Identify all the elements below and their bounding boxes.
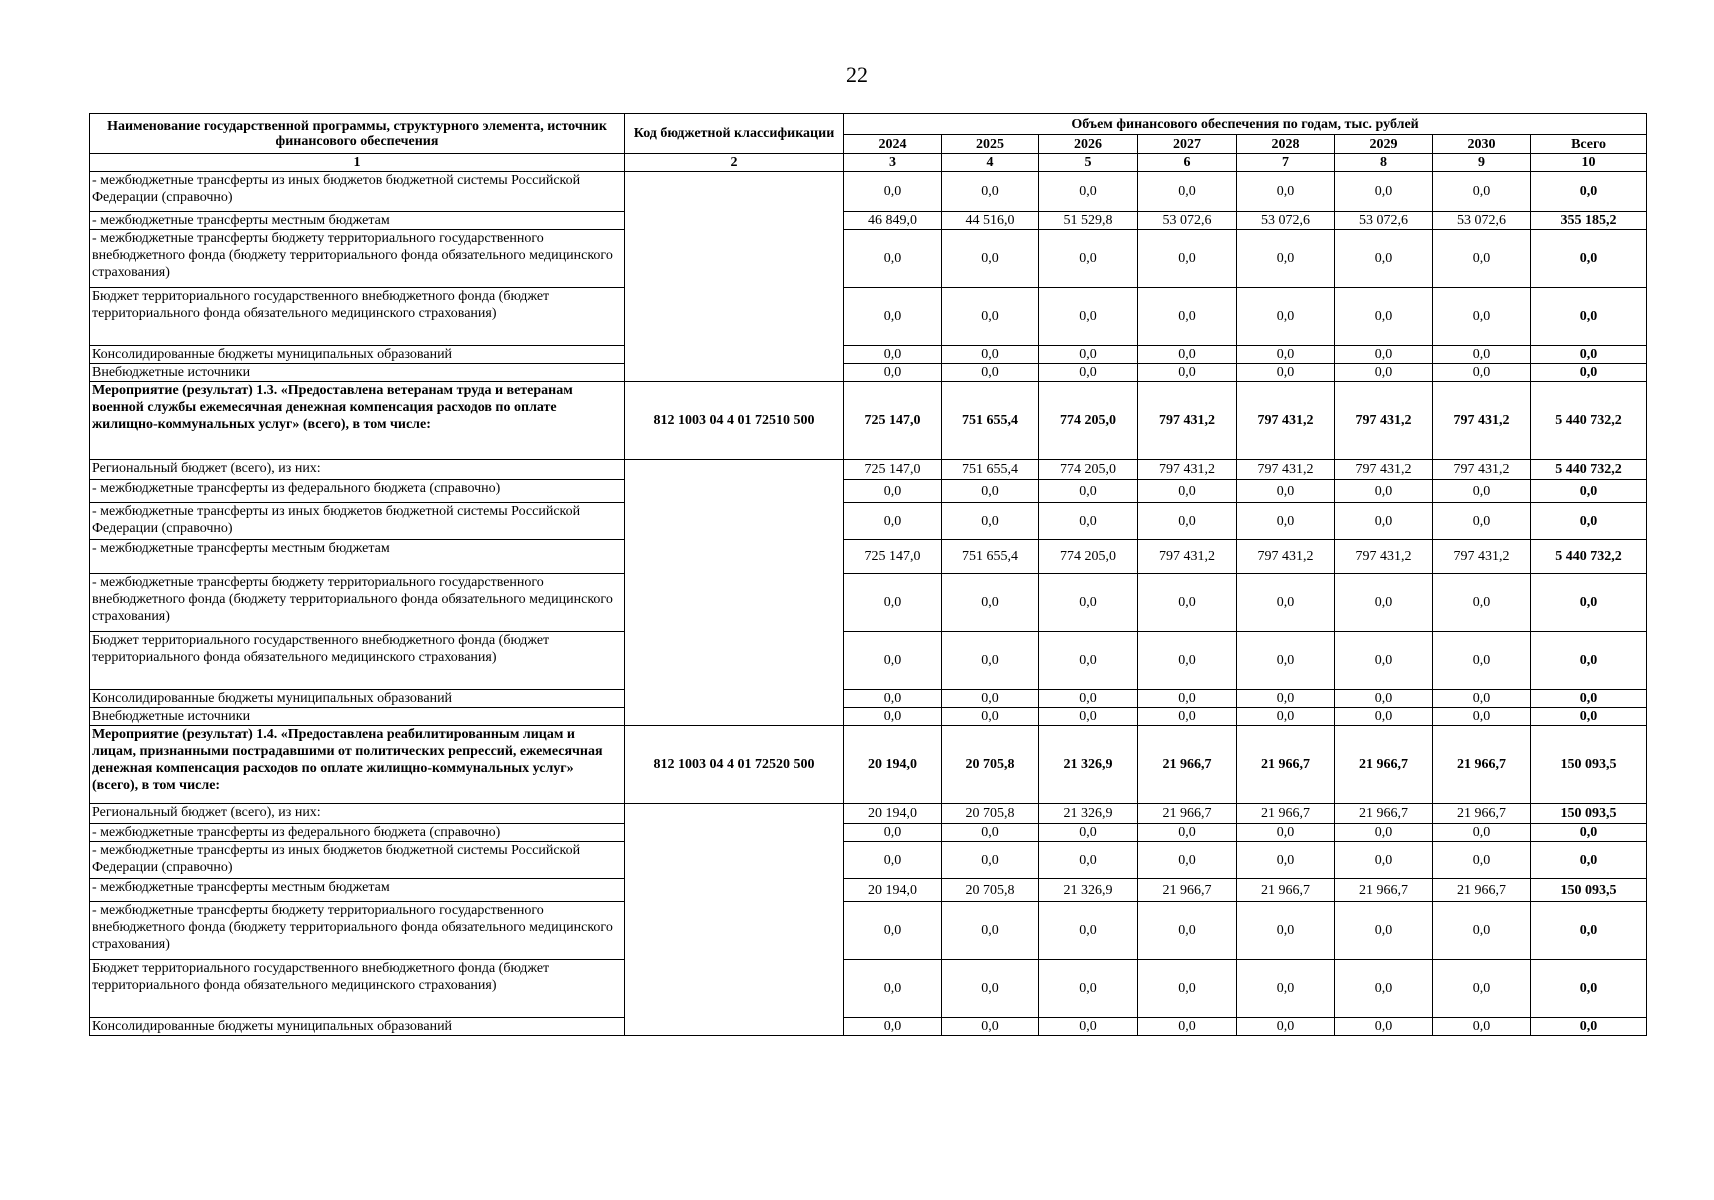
year-value: 0,0 bbox=[1039, 346, 1138, 364]
year-value: 20 705,8 bbox=[942, 726, 1039, 804]
year-value: 0,0 bbox=[1138, 824, 1237, 842]
year-value: 0,0 bbox=[844, 288, 942, 346]
year-value: 797 431,2 bbox=[1138, 460, 1237, 480]
budget-code-empty bbox=[625, 172, 844, 382]
column-number: 1 bbox=[90, 154, 625, 172]
year-value: 0,0 bbox=[1335, 574, 1433, 632]
year-value: 0,0 bbox=[1335, 902, 1433, 960]
year-value: 0,0 bbox=[942, 574, 1039, 632]
total-value: 0,0 bbox=[1531, 503, 1647, 540]
year-value: 751 655,4 bbox=[942, 382, 1039, 460]
year-value: 0,0 bbox=[1138, 346, 1237, 364]
row-name: Консолидированные бюджеты муниципальных образований bbox=[90, 690, 625, 708]
year-value: 797 431,2 bbox=[1335, 540, 1433, 574]
year-value: 0,0 bbox=[1335, 172, 1433, 212]
column-number: 3 bbox=[844, 154, 942, 172]
page-number: 22 bbox=[846, 62, 868, 87]
row-name: - межбюджетные трансферты бюджету территориального государственного внебюджетного фонда (бюджету территориального фонда обязательного медицинского страхования) bbox=[90, 902, 625, 960]
year-value: 0,0 bbox=[844, 842, 942, 879]
total-value: 0,0 bbox=[1531, 364, 1647, 382]
year-value: 0,0 bbox=[1433, 364, 1531, 382]
budget-code-empty bbox=[625, 804, 844, 1036]
column-number: 5 bbox=[1039, 154, 1138, 172]
row-name: Внебюджетные источники bbox=[90, 364, 625, 382]
column-number: 7 bbox=[1237, 154, 1335, 172]
year-value: 0,0 bbox=[1039, 824, 1138, 842]
year-value: 0,0 bbox=[1138, 708, 1237, 726]
year-value: 0,0 bbox=[1335, 230, 1433, 288]
year-value: 0,0 bbox=[1237, 824, 1335, 842]
year-value: 0,0 bbox=[1237, 172, 1335, 212]
year-value: 0,0 bbox=[844, 902, 942, 960]
year-value: 0,0 bbox=[1335, 346, 1433, 364]
year-value: 0,0 bbox=[1237, 346, 1335, 364]
total-value: 0,0 bbox=[1531, 288, 1647, 346]
total-value: 0,0 bbox=[1531, 346, 1647, 364]
table-row bbox=[90, 574, 1647, 632]
year-value: 0,0 bbox=[1039, 230, 1138, 288]
total-value: 0,0 bbox=[1531, 230, 1647, 288]
year-value: 21 966,7 bbox=[1237, 804, 1335, 824]
year-value: 0,0 bbox=[844, 1018, 942, 1036]
row-name: Консолидированные бюджеты муниципальных образований bbox=[90, 1018, 625, 1036]
year-value: 21 966,7 bbox=[1335, 804, 1433, 824]
year-value: 797 431,2 bbox=[1237, 460, 1335, 480]
table-row bbox=[90, 842, 1647, 879]
year-value: 0,0 bbox=[844, 503, 942, 540]
header-year: 2028 bbox=[1237, 135, 1335, 154]
year-value: 797 431,2 bbox=[1433, 382, 1531, 460]
year-value: 0,0 bbox=[844, 824, 942, 842]
year-value: 0,0 bbox=[844, 708, 942, 726]
year-value: 0,0 bbox=[1433, 960, 1531, 1018]
year-value: 0,0 bbox=[844, 690, 942, 708]
year-value: 0,0 bbox=[942, 1018, 1039, 1036]
year-value: 725 147,0 bbox=[844, 460, 942, 480]
year-value: 53 072,6 bbox=[1138, 212, 1237, 230]
year-value: 0,0 bbox=[1335, 288, 1433, 346]
year-value: 0,0 bbox=[942, 824, 1039, 842]
year-value: 53 072,6 bbox=[1237, 212, 1335, 230]
year-value: 0,0 bbox=[1433, 902, 1531, 960]
year-value: 0,0 bbox=[1138, 690, 1237, 708]
year-value: 0,0 bbox=[1433, 503, 1531, 540]
year-value: 0,0 bbox=[1433, 824, 1531, 842]
table-row bbox=[90, 364, 1647, 382]
year-value: 0,0 bbox=[1237, 503, 1335, 540]
table-row bbox=[90, 382, 1647, 460]
header-name: Наименование государственной программы, структурного элемента, источник финансового обеспечения bbox=[90, 114, 625, 154]
header-volume: Объем финансового обеспечения по годам, тыс. рублей bbox=[844, 114, 1647, 135]
total-value: 150 093,5 bbox=[1531, 879, 1647, 902]
year-value: 0,0 bbox=[1433, 574, 1531, 632]
year-value: 0,0 bbox=[844, 364, 942, 382]
year-value: 0,0 bbox=[1039, 632, 1138, 690]
year-value: 21 966,7 bbox=[1138, 726, 1237, 804]
year-value: 0,0 bbox=[1335, 824, 1433, 842]
total-value: 0,0 bbox=[1531, 632, 1647, 690]
row-name: - межбюджетные трансферты из иных бюджетов бюджетной системы Российской Федерации (справочно) bbox=[90, 172, 625, 212]
year-value: 0,0 bbox=[1237, 842, 1335, 879]
year-value: 797 431,2 bbox=[1335, 382, 1433, 460]
table-body bbox=[90, 172, 1647, 1036]
year-value: 0,0 bbox=[1138, 288, 1237, 346]
year-value: 21 966,7 bbox=[1433, 879, 1531, 902]
year-value: 0,0 bbox=[1039, 288, 1138, 346]
table-row bbox=[90, 708, 1647, 726]
total-value: 0,0 bbox=[1531, 902, 1647, 960]
year-value: 0,0 bbox=[1138, 632, 1237, 690]
year-value: 0,0 bbox=[1138, 503, 1237, 540]
year-value: 797 431,2 bbox=[1433, 460, 1531, 480]
year-value: 21 966,7 bbox=[1335, 879, 1433, 902]
year-value: 0,0 bbox=[1138, 230, 1237, 288]
year-value: 0,0 bbox=[844, 632, 942, 690]
year-value: 21 966,7 bbox=[1433, 804, 1531, 824]
year-value: 0,0 bbox=[1433, 346, 1531, 364]
year-value: 0,0 bbox=[1138, 480, 1237, 503]
year-value: 0,0 bbox=[1138, 1018, 1237, 1036]
year-value: 20 194,0 bbox=[844, 804, 942, 824]
year-value: 0,0 bbox=[1138, 842, 1237, 879]
year-value: 0,0 bbox=[1237, 480, 1335, 503]
year-value: 0,0 bbox=[1237, 902, 1335, 960]
year-value: 0,0 bbox=[1237, 288, 1335, 346]
table-row bbox=[90, 879, 1647, 902]
table-row bbox=[90, 960, 1647, 1018]
year-value: 21 966,7 bbox=[1433, 726, 1531, 804]
year-value: 0,0 bbox=[1433, 172, 1531, 212]
year-value: 0,0 bbox=[1433, 480, 1531, 503]
column-number: 6 bbox=[1138, 154, 1237, 172]
year-value: 0,0 bbox=[1039, 574, 1138, 632]
year-value: 0,0 bbox=[1433, 1018, 1531, 1036]
column-number: 2 bbox=[625, 154, 844, 172]
header-year: 2030 bbox=[1433, 135, 1531, 154]
table-row bbox=[90, 804, 1647, 824]
total-value: 0,0 bbox=[1531, 172, 1647, 212]
year-value: 0,0 bbox=[942, 288, 1039, 346]
row-name: Консолидированные бюджеты муниципальных образований bbox=[90, 346, 625, 364]
year-value: 0,0 bbox=[1039, 364, 1138, 382]
year-value: 53 072,6 bbox=[1433, 212, 1531, 230]
table-row bbox=[90, 460, 1647, 480]
year-value: 51 529,8 bbox=[1039, 212, 1138, 230]
year-value: 0,0 bbox=[942, 690, 1039, 708]
year-value: 751 655,4 bbox=[942, 460, 1039, 480]
table-row bbox=[90, 288, 1647, 346]
year-value: 0,0 bbox=[942, 842, 1039, 879]
row-name: Мероприятие (результат) 1.3. «Предоставлена ветеранам труда и ветеранам военной службы ежемесячная денежная компенсация расходов по оплате жилищно-коммунальных услуг» (всего), в том числе: bbox=[90, 382, 625, 460]
year-value: 21 966,7 bbox=[1335, 726, 1433, 804]
total-value: 5 440 732,2 bbox=[1531, 460, 1647, 480]
year-value: 797 431,2 bbox=[1433, 540, 1531, 574]
year-value: 774 205,0 bbox=[1039, 460, 1138, 480]
year-value: 0,0 bbox=[844, 574, 942, 632]
row-name: - межбюджетные трансферты из иных бюджетов бюджетной системы Российской Федерации (справочно) bbox=[90, 503, 625, 540]
year-value: 0,0 bbox=[1039, 708, 1138, 726]
year-value: 0,0 bbox=[942, 480, 1039, 503]
year-value: 0,0 bbox=[1335, 632, 1433, 690]
year-value: 0,0 bbox=[1039, 503, 1138, 540]
year-value: 0,0 bbox=[844, 480, 942, 503]
total-value: 0,0 bbox=[1531, 960, 1647, 1018]
total-value: 5 440 732,2 bbox=[1531, 382, 1647, 460]
total-value: 0,0 bbox=[1531, 708, 1647, 726]
year-value: 0,0 bbox=[1335, 690, 1433, 708]
table-row bbox=[90, 540, 1647, 574]
budget-table bbox=[89, 113, 1647, 1036]
year-value: 725 147,0 bbox=[844, 382, 942, 460]
year-value: 0,0 bbox=[1138, 960, 1237, 1018]
year-value: 0,0 bbox=[1237, 230, 1335, 288]
row-name: - межбюджетные трансферты местным бюджетам bbox=[90, 212, 625, 230]
year-value: 0,0 bbox=[942, 632, 1039, 690]
year-value: 797 431,2 bbox=[1237, 540, 1335, 574]
total-value: 0,0 bbox=[1531, 574, 1647, 632]
year-value: 0,0 bbox=[1433, 632, 1531, 690]
year-value: 0,0 bbox=[844, 230, 942, 288]
column-number: 9 bbox=[1433, 154, 1531, 172]
year-value: 46 849,0 bbox=[844, 212, 942, 230]
row-name: - межбюджетные трансферты из федерального бюджета (справочно) bbox=[90, 824, 625, 842]
table-row bbox=[90, 346, 1647, 364]
year-value: 0,0 bbox=[844, 172, 942, 212]
year-value: 797 431,2 bbox=[1138, 382, 1237, 460]
total-value: 0,0 bbox=[1531, 480, 1647, 503]
header-year: 2025 bbox=[942, 135, 1039, 154]
year-value: 797 431,2 bbox=[1335, 460, 1433, 480]
year-value: 797 431,2 bbox=[1138, 540, 1237, 574]
year-value: 725 147,0 bbox=[844, 540, 942, 574]
year-value: 20 705,8 bbox=[942, 804, 1039, 824]
header-year: 2026 bbox=[1039, 135, 1138, 154]
year-value: 0,0 bbox=[844, 960, 942, 1018]
row-name: Бюджет территориального государственного внебюджетного фонда (бюджет территориального фонда обязательного медицинского страхования) bbox=[90, 960, 625, 1018]
year-value: 0,0 bbox=[1039, 902, 1138, 960]
row-name: Мероприятие (результат) 1.4. «Предоставлена реабилитированным лицам и лицам, признанными пострадавшими от политических репрессий, ежемесячная денежная компенсация расходов по оплате жилищно-коммунальных услуг» (всего), в том числе: bbox=[90, 726, 625, 804]
year-value: 0,0 bbox=[1237, 708, 1335, 726]
row-name: Бюджет территориального государственного внебюджетного фонда (бюджет территориального фонда обязательного медицинского страхования) bbox=[90, 288, 625, 346]
year-value: 0,0 bbox=[942, 503, 1039, 540]
year-value: 0,0 bbox=[942, 902, 1039, 960]
table-row bbox=[90, 632, 1647, 690]
year-value: 0,0 bbox=[1237, 1018, 1335, 1036]
year-value: 21 966,7 bbox=[1237, 879, 1335, 902]
year-value: 0,0 bbox=[1433, 230, 1531, 288]
year-value: 0,0 bbox=[1433, 690, 1531, 708]
row-name: Внебюджетные источники bbox=[90, 708, 625, 726]
year-value: 20 194,0 bbox=[844, 879, 942, 902]
year-value: 0,0 bbox=[942, 708, 1039, 726]
row-name: - межбюджетные трансферты местным бюджетам bbox=[90, 540, 625, 574]
year-value: 0,0 bbox=[1335, 480, 1433, 503]
total-value: 355 185,2 bbox=[1531, 212, 1647, 230]
row-name: - межбюджетные трансферты из иных бюджетов бюджетной системы Российской Федерации (справочно) bbox=[90, 842, 625, 879]
total-value: 0,0 bbox=[1531, 824, 1647, 842]
year-value: 0,0 bbox=[1138, 902, 1237, 960]
column-number: 8 bbox=[1335, 154, 1433, 172]
year-value: 0,0 bbox=[1039, 1018, 1138, 1036]
year-value: 44 516,0 bbox=[942, 212, 1039, 230]
year-value: 0,0 bbox=[1039, 690, 1138, 708]
header-code: Код бюджетной классификации bbox=[625, 114, 844, 154]
row-name: - межбюджетные трансферты бюджету территориального государственного внебюджетного фонда (бюджету территориального фонда обязательного медицинского страхования) bbox=[90, 574, 625, 632]
year-value: 20 194,0 bbox=[844, 726, 942, 804]
header-year: 2029 bbox=[1335, 135, 1433, 154]
total-value: 150 093,5 bbox=[1531, 804, 1647, 824]
total-value: 150 093,5 bbox=[1531, 726, 1647, 804]
table-row bbox=[90, 212, 1647, 230]
year-value: 0,0 bbox=[1433, 842, 1531, 879]
year-value: 0,0 bbox=[1039, 842, 1138, 879]
year-value: 0,0 bbox=[1335, 960, 1433, 1018]
year-value: 21 966,7 bbox=[1138, 804, 1237, 824]
year-value: 0,0 bbox=[1335, 1018, 1433, 1036]
table-row bbox=[90, 503, 1647, 540]
year-value: 21 966,7 bbox=[1237, 726, 1335, 804]
row-name: Региональный бюджет (всего), из них: bbox=[90, 460, 625, 480]
row-name: Региональный бюджет (всего), из них: bbox=[90, 804, 625, 824]
year-value: 20 705,8 bbox=[942, 879, 1039, 902]
total-value: 0,0 bbox=[1531, 1018, 1647, 1036]
row-name: - межбюджетные трансферты из федерального бюджета (справочно) bbox=[90, 480, 625, 503]
row-name: Бюджет территориального государственного внебюджетного фонда (бюджет территориального фонда обязательного медицинского страхования) bbox=[90, 632, 625, 690]
year-value: 0,0 bbox=[1138, 574, 1237, 632]
year-value: 0,0 bbox=[1237, 364, 1335, 382]
total-value: 0,0 bbox=[1531, 690, 1647, 708]
table-row bbox=[90, 690, 1647, 708]
year-value: 53 072,6 bbox=[1335, 212, 1433, 230]
table-row bbox=[90, 902, 1647, 960]
table-row bbox=[90, 480, 1647, 503]
year-value: 0,0 bbox=[1335, 842, 1433, 879]
year-value: 0,0 bbox=[1138, 364, 1237, 382]
header-year: 2024 bbox=[844, 135, 942, 154]
year-value: 0,0 bbox=[942, 172, 1039, 212]
column-number: 10 bbox=[1531, 154, 1647, 172]
table-row bbox=[90, 1018, 1647, 1036]
header-total: Всего bbox=[1531, 135, 1647, 154]
table-row bbox=[90, 230, 1647, 288]
year-value: 21 326,9 bbox=[1039, 804, 1138, 824]
year-value: 0,0 bbox=[1335, 503, 1433, 540]
year-value: 0,0 bbox=[1039, 960, 1138, 1018]
table-row bbox=[90, 824, 1647, 842]
year-value: 0,0 bbox=[1433, 708, 1531, 726]
year-value: 0,0 bbox=[1237, 632, 1335, 690]
year-value: 0,0 bbox=[1237, 690, 1335, 708]
year-value: 797 431,2 bbox=[1237, 382, 1335, 460]
budget-code: 812 1003 04 4 01 72520 500 bbox=[625, 726, 844, 804]
budget-code-empty bbox=[625, 460, 844, 726]
year-value: 0,0 bbox=[1039, 480, 1138, 503]
row-name: - межбюджетные трансферты бюджету территориального государственного внебюджетного фонда (бюджету территориального фонда обязательного медицинского страхования) bbox=[90, 230, 625, 288]
year-value: 0,0 bbox=[942, 364, 1039, 382]
year-value: 774 205,0 bbox=[1039, 382, 1138, 460]
header-year: 2027 bbox=[1138, 135, 1237, 154]
year-value: 21 966,7 bbox=[1138, 879, 1237, 902]
year-value: 21 326,9 bbox=[1039, 726, 1138, 804]
year-value: 0,0 bbox=[1335, 708, 1433, 726]
year-value: 0,0 bbox=[1237, 574, 1335, 632]
row-name: - межбюджетные трансферты местным бюджетам bbox=[90, 879, 625, 902]
year-value: 0,0 bbox=[1335, 364, 1433, 382]
year-value: 0,0 bbox=[1433, 288, 1531, 346]
total-value: 0,0 bbox=[1531, 842, 1647, 879]
budget-code: 812 1003 04 4 01 72510 500 bbox=[625, 382, 844, 460]
table-row bbox=[90, 172, 1647, 212]
table-row bbox=[90, 726, 1647, 804]
year-value: 0,0 bbox=[942, 230, 1039, 288]
year-value: 0,0 bbox=[1138, 172, 1237, 212]
year-value: 751 655,4 bbox=[942, 540, 1039, 574]
year-value: 0,0 bbox=[1237, 960, 1335, 1018]
year-value: 21 326,9 bbox=[1039, 879, 1138, 902]
year-value: 774 205,0 bbox=[1039, 540, 1138, 574]
year-value: 0,0 bbox=[1039, 172, 1138, 212]
total-value: 5 440 732,2 bbox=[1531, 540, 1647, 574]
column-number: 4 bbox=[942, 154, 1039, 172]
year-value: 0,0 bbox=[942, 960, 1039, 1018]
year-value: 0,0 bbox=[844, 346, 942, 364]
year-value: 0,0 bbox=[942, 346, 1039, 364]
